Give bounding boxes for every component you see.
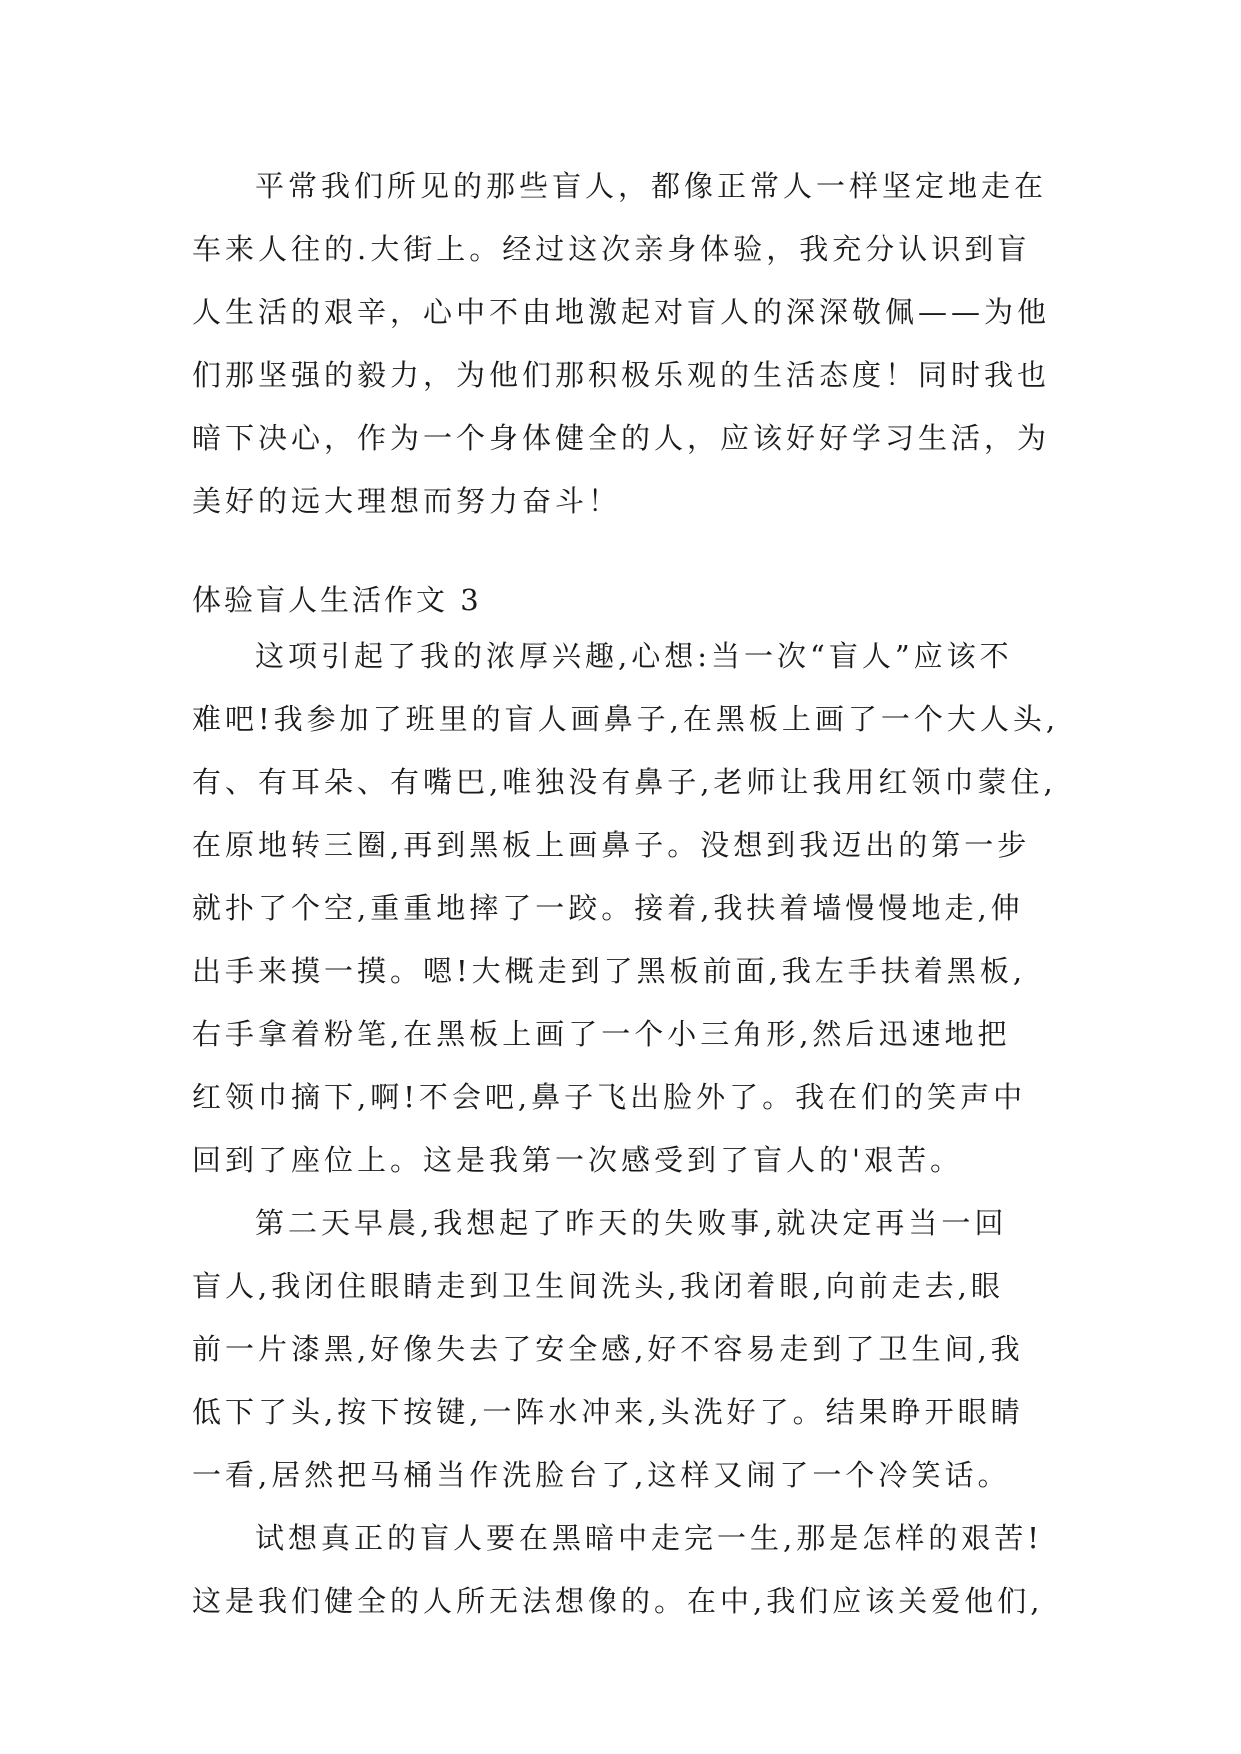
- paragraph-line: 右手拿着粉笔,在黑板上画了一个小三角形,然后迅速地把: [192, 1017, 1011, 1051]
- paragraph-line: 这项引起了我的浓厚兴趣,心想:当一次“盲人”应该不: [255, 639, 1013, 673]
- paragraph-line: 就扑了个空,重重地摔了一跤。接着,我扶着墙慢慢地走,伸: [192, 891, 1024, 925]
- paragraph-line: 有、有耳朵、有嘴巴,唯独没有鼻子,老师让我用红领巾蒙住,: [192, 765, 1057, 799]
- paragraph-line: 这是我们健全的人所无法想像的。在中,我们应该关爱他们,: [192, 1584, 1044, 1618]
- paragraph-line: 低下了头,按下按键,一阵水冲来,头洗好了。结果睁开眼睛: [192, 1395, 1024, 1429]
- paragraph-line: 平常我们所见的那些盲人，都像正常人一样坚定地走在: [255, 169, 1048, 203]
- paragraph-line: 回到了座位上。这是我第一次感受到了盲人的'艰苦。: [192, 1143, 963, 1177]
- paragraph-line: 美好的远大理想而努力奋斗！: [192, 484, 622, 518]
- paragraph-line: 盲人,我闭住眼睛走到卫生间洗头,我闭着眼,向前走去,眼: [192, 1269, 1004, 1303]
- paragraph-line: 红领巾摘下,啊!不会吧,鼻子飞出脸外了。我在们的笑声中: [192, 1080, 1027, 1114]
- paragraph-line: 人生活的艰辛，心中不由地激起对盲人的深深敬佩——为他: [192, 295, 1051, 329]
- paragraph-line: 暗下决心，作为一个身体健全的人，应该好好学习生活，为: [192, 421, 1051, 455]
- paragraph-line: 前一片漆黑,好像失去了安全感,好不容易走到了卫生间,我: [192, 1332, 1024, 1366]
- paragraph-line: 一看,居然把马桶当作洗脸台了,这样又闹了一个冷笑话。: [192, 1458, 1011, 1492]
- paragraph-line: 难吧!我参加了班里的盲人画鼻子,在黑板上画了一个大人头,: [192, 702, 1060, 736]
- paragraph-line: 在原地转三圈,再到黑板上画鼻子。没想到我迈出的第一步: [192, 828, 1031, 862]
- paragraph-line: 试想真正的盲人要在黑暗中走完一生,那是怎样的艰苦!: [255, 1521, 1043, 1555]
- paragraph-line: 车来人往的.大街上。经过这次亲身体验，我充分认识到盲: [192, 232, 1031, 266]
- section-heading: 体验盲人生活作文 3: [192, 583, 482, 617]
- paragraph-line: 出手来摸一摸。嗯!大概走到了黑板前面,我左手扶着黑板,: [192, 954, 1027, 988]
- paragraph-line: 们那坚强的毅力，为他们那积极乐观的生活态度！同时我也: [192, 358, 1051, 392]
- paragraph-line: 第二天早晨,我想起了昨天的失败事,就决定再当一回: [255, 1206, 1008, 1240]
